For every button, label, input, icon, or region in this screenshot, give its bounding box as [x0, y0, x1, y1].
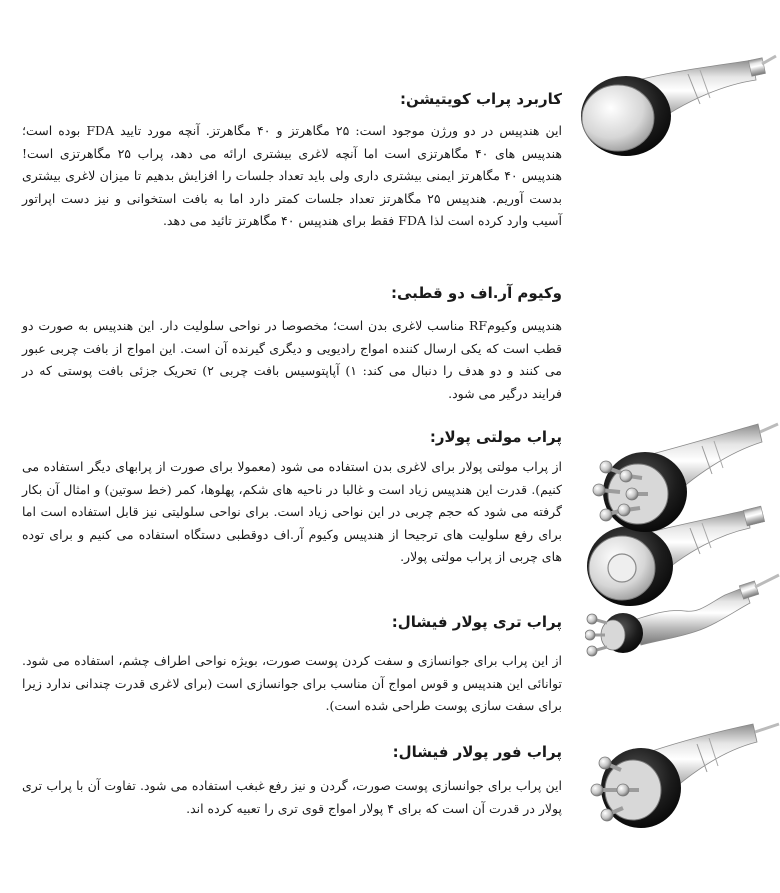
section-title: پراب فور پولار فیشال: [392, 743, 562, 761]
section-title: وکیوم آر.اف دو قطبی: [390, 284, 562, 302]
section-title: پراب تری پولار فیشال: [391, 613, 562, 631]
section-body: از پراب مولتی پولار برای لاغری بدن استفاده می شود (معمولا برای صورت از پرابهای دیگر استفاده می کنیم). قدرت این هندپیس زیاد است و غالبا در ناحیه های شکم، پهلوها، کمر (خط سوتین) و امثال آن بکار گرفته می شود که حجم چربی در این نواحی زیاد است. برای نواحی سلولیتی نیز قابل استفاده است اما برای رفع سلولیت های ترجیحا از هندپیس وکیوم آر.اف دوقطبی دستگاه استفاده می کنیم و برای توده های چربی از پراب مولتی پولار. [22, 459, 562, 564]
section-body: این هندپیس در دو ورژن موجود است: ۲۵ مگاهرتز و ۴۰ مگاهرتز. آنچه مورد تایید FDA بوده است؛ هندپیس های ۴۰ مگاهرتزی است اما آنچه لاغری بیشتری ارائه می دهد، پراب ۲۵ مگاهرتزی است! هندپیس ۴۰ مگاهرتز ایمنی بیشتری داری ولی باید تعداد جلسات را افزایش بدهیم تا میزان لاغری بیشتری بدست آوریم. هندپیس ۲۵ مگاهرتز تعداد جلسات کمتر دارد اما به بافت استخوانی و نیز دست اپراتور آسیب وارد کرده است لذا FDA فقط برای هندپیس ۴۰ مگاهرتز تائید می دهد. [22, 123, 562, 228]
cavitation-probe-image [578, 48, 778, 178]
tripolar-facial-probe-image [585, 565, 780, 685]
multipolar-probe-image [590, 412, 780, 552]
fourpolar-facial-probe-image [585, 702, 780, 852]
section-body: از این پراب برای جوانسازی و سفت کردن پوست صورت، بویژه نواحی اطراف چشم، استفاده می شود. توانائی این هندپیس و قوس امواج آن مناسب برای جوانسازی است (برای لاغری قدرت چندانی ندارد زیرا برای سفت سازی پوست طراحی شده است). [22, 653, 562, 713]
section-body: این پراب برای جوانسازی پوست صورت، گردن و نیز رفع غبغب استفاده می شود. تفاوت آن با پراب تری پولار در قدرت آن است که برای ۴ پولار امواج قوی تری را تعبیه کرده اند. [22, 778, 562, 816]
section-title: کاربرد پراب کویتیشن: [399, 90, 562, 108]
section-vacuum-rf [0, 260, 780, 420]
section-title: پراب مولتی پولار: [429, 428, 562, 446]
section-body: هندپیس وکیومRF مناسب لاغری بدن است؛ مخصوصا در نواحی سلولیت دار. این هندپیس به صورت دو قطب است که یکی ارسال کننده امواج رادیویی و دیگری گیرنده آن است. این امواج از بافت چربی عبور می کنند و دو هدف را دنبال می کند: ۱) آپاپتوسیس بافت چربی ۲) تحریک جزئی بافت پوستی که در فرایند درگیر می شود. [22, 318, 562, 401]
section-cavitation [0, 0, 780, 260]
